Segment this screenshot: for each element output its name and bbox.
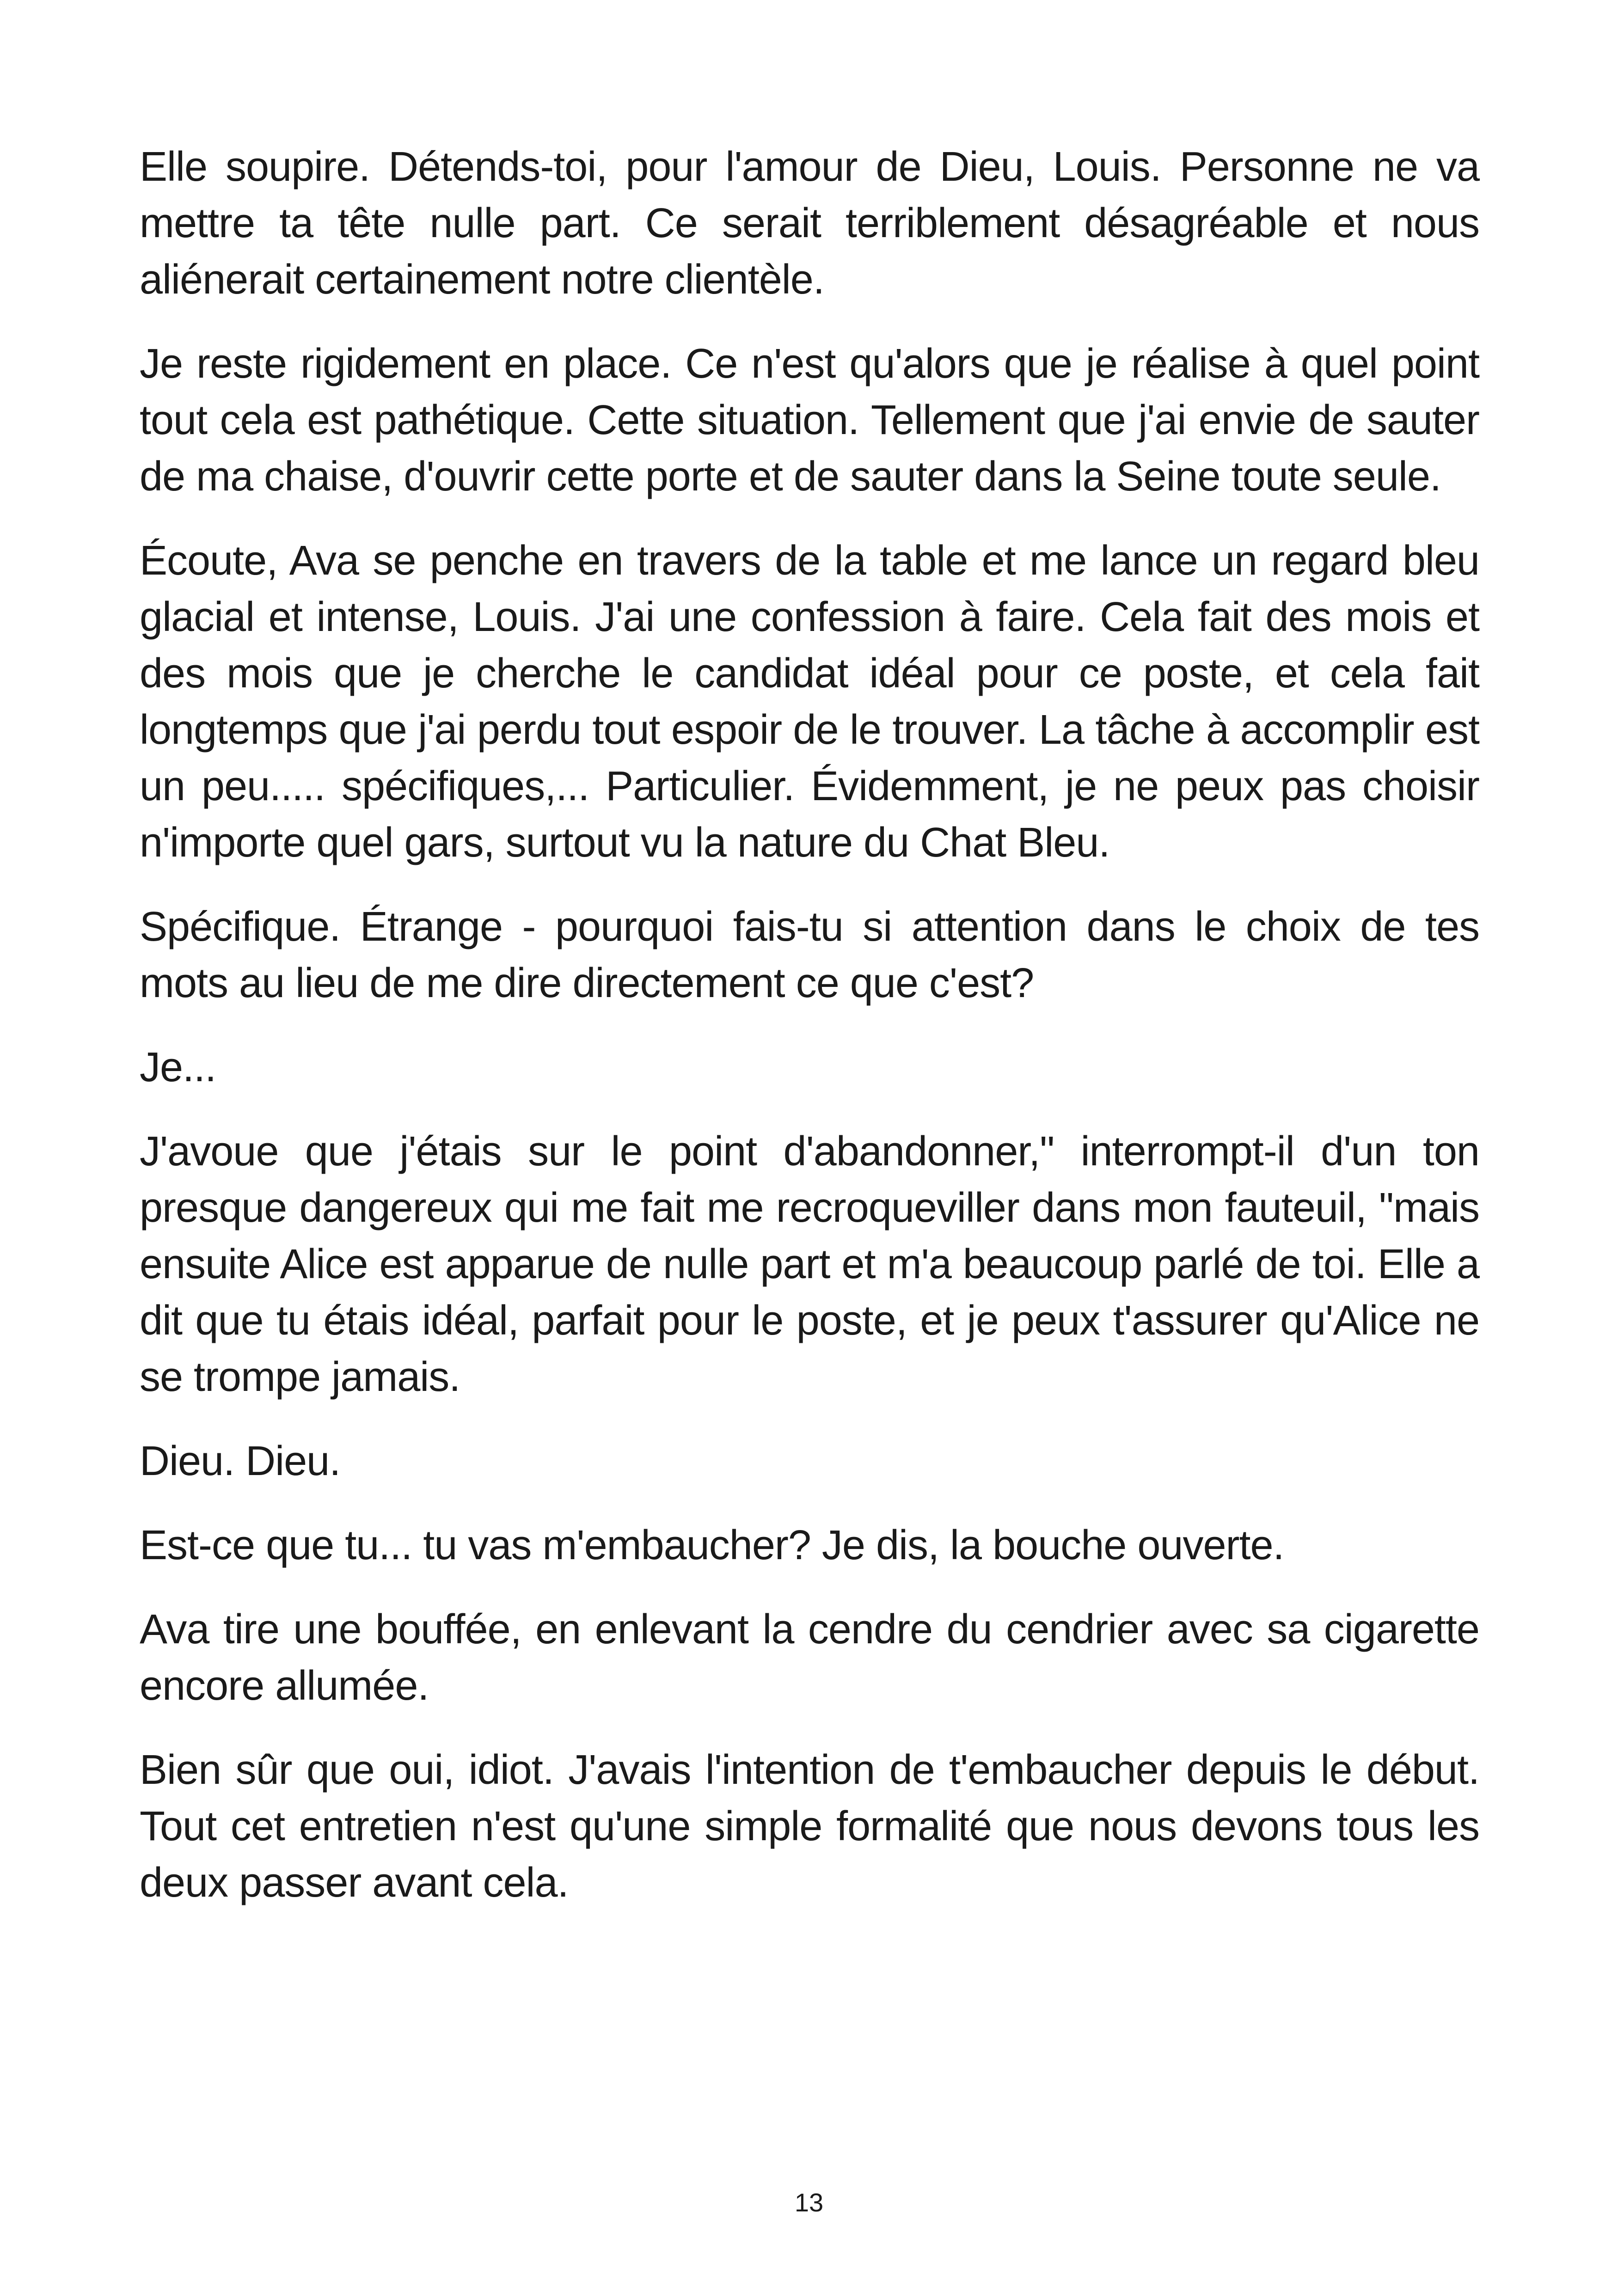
paragraph: Est-ce que tu... tu vas m'embaucher? Je dis, la bouche ouverte. [140, 1522, 1284, 1568]
page-number: 13 [794, 2188, 824, 2217]
paragraph: Bien sûr que oui, idiot. J'avais l'intention de t'embaucher depuis le début. Tout cet entretien n'est qu'une simple formalité que nous devons tous les deux passer avant cela. [140, 1747, 1479, 1906]
paragraph: Dieu. Dieu. [140, 1438, 341, 1484]
paragraph: Elle soupire. Détends-toi, pour l'amour de Dieu, Louis. Personne ne va mettre ta tête nulle part. Ce serait terriblement désagréable et nous aliénerait certainement notre clientèle. [140, 144, 1479, 303]
paragraph: Je reste rigidement en place. Ce n'est qu'alors que je réalise à quel point tout cela est pathétique. Cette situation. Tellement que j'ai envie de sauter de ma chaise, d'ouvrir cette porte et de sauter dans la Seine toute seule. [140, 341, 1479, 500]
paragraph: J'avoue que j'étais sur le point d'abandonner," interrompt-il d'un ton presque dangereux qui me fait me recroqueviller dans mon fauteuil, "mais ensuite Alice est apparue de nulle part et m'a beaucoup parlé de toi. Elle a dit que tu étais idéal, parfait pour le poste, et je peux t'assurer qu'Alice ne se trompe jamais. [140, 1128, 1479, 1400]
paragraph: Je... [140, 1044, 216, 1090]
paragraph: Spécifique. Étrange - pourquoi fais-tu si attention dans le choix de tes mots au lieu de me dire directement ce que c'est? [140, 904, 1479, 1006]
paragraph: Écoute, Ava se penche en travers de la table et me lance un regard bleu glacial et intense, Louis. J'ai une confession à faire. Cela fait des mois et des mois que je cherche le candidat idéal pour ce poste, et cela fait longtemps que j'ai perdu tout espoir de le trouver. La tâche à accomplir est un peu..... spécifiques,... Particulier. Évidemment, je ne peux pas choisir n'importe quel gars, surtout vu la nature du Chat Bleu. [140, 538, 1479, 866]
paragraph: Ava tire une bouffée, en enlevant la cendre du cendrier avec sa cigarette encore allumée. [140, 1606, 1479, 1709]
body-text [140, 139, 1479, 1939]
